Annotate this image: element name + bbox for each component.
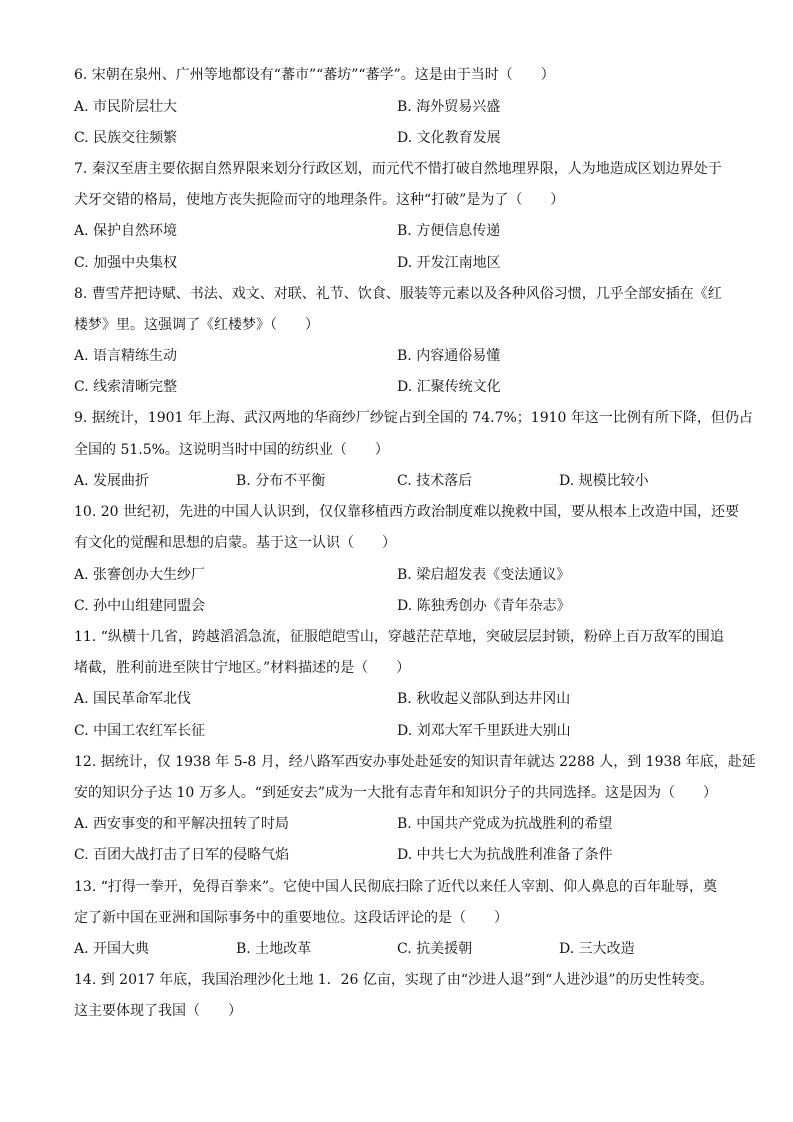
question-6-option-a: A. 市民阶层壮大 [74,99,178,115]
question-12-option-c: C. 百团大战打击了日军的侵略气焰 [74,847,290,863]
question-6-option-b: B. 海外贸易兴盛 [397,99,501,115]
question-13-stem-line-2: 定了新中国在亚洲和国际事务中的重要地位。这段话评论的是（ ） [74,910,508,926]
question-8-option-c: C. 线索清晰完整 [74,379,178,395]
question-12-stem-line-2: 安的知识分子达 10 万多人。“到延安去”成为一大批有志青年和知识分子的共同选择。这是因为（ ） [74,785,718,801]
question-13-option-c: C. 抗美援朝 [397,941,473,957]
question-8-stem-line-1: 8. 曹雪芹把诗赋、书法、戏文、对联、礼节、饮食、服装等元素以及各种风俗习惯，几乎全部安插在《红 [74,286,722,302]
question-13-stem-line-1: 13. “打得一拳开，免得百拳来”。它使中国人民彻底扫除了近代以来任人宰割、仰人鼻息的百年耻辱，奠 [74,879,718,895]
question-7-stem-line-2: 犬牙交错的格局，使地方丧失扼险而守的地理条件。这种“打破”是为了（ ） [74,192,565,208]
question-11-option-b: B. 秋收起义部队到达井冈山 [397,691,571,707]
question-12-option-a: A. 西安事变的和平解决扭转了时局 [74,816,290,832]
question-11-option-a: A. 国民革命军北伐 [74,691,192,707]
question-11-stem-line-2: 堵截，胜利前进至陕甘宁地区。”材料描述的是（ ） [74,660,411,676]
question-9-option-a: A. 发展曲折 [74,473,150,489]
question-9-option-b: B. 分布不平衡 [236,473,326,489]
question-10-option-c: C. 孙中山组建同盟会 [74,598,206,614]
question-10-option-a: A. 张謇创办大生纱厂 [74,567,206,583]
question-7-stem-line-1: 7. 秦汉至唐主要依据自然界限来划分行政区划，而元代不惜打破自然地理界限，人为地造成区划边界处于 [74,161,722,177]
question-10-option-b: B. 梁启超发表《变法通议》 [397,567,571,583]
question-9-stem-line-2: 全国的 51.5%。这说明当时中国的纺织业（ ） [74,442,389,458]
question-6-option-c: C. 民族交往频繁 [74,130,178,146]
question-10-stem-line-2: 有文化的觉醒和思想的启蒙。基于这一认识（ ） [74,535,396,551]
question-6-option-d: D. 文化教育发展 [397,130,501,146]
question-7-option-c: C. 加强中央集权 [74,255,178,271]
question-9-option-c: C. 技术落后 [397,473,473,489]
question-9-stem-line-1: 9. 据统计，1901 年上海、武汉两地的华商纱厂纱锭占到全国的 74.7%；1910 年这一比例有所下降，但仍占 [74,410,753,426]
question-10-stem-line-1: 10. 20 世纪初，先进的中国人认识到，仅仅靠移植西方政治制度难以挽救中国，要从根本上改造中国，还要 [74,504,739,520]
question-13-option-d: D. 三大改造 [559,941,635,957]
question-6-stem: 6. 宋朝在泉州、广州等地都设有“蕃市”“蕃坊”“蕃学”。这是由于当时（ ） [74,67,555,83]
question-8-stem-line-2: 楼梦》里。这强调了《红楼梦》（ ） [74,317,319,333]
question-7-option-b: B. 方便信息传递 [397,223,501,239]
question-14-stem-line-2: 这主要体现了我国（ ） [74,1003,242,1019]
question-12-stem-line-1: 12. 据统计，仅 1938 年 5-8 月，经八路军西安办事处赴延安的知识青年就达 2288 人，到 1938 年底，赴延 [74,754,756,770]
question-11-option-c: C. 中国工农红军长征 [74,723,206,739]
question-9-option-d: D. 规模比较小 [559,473,649,489]
question-8-option-a: A. 语言精练生动 [74,348,178,364]
question-14-stem-line-1: 14. 到 2017 年底，我国治理沙化土地 1．26 亿亩，实现了由“沙进人退”到“人进沙退”的历史性转变。 [74,972,714,988]
question-11-option-d: D. 刘邓大军千里跃进大别山 [397,723,571,739]
question-13-option-b: B. 土地改革 [236,941,312,957]
question-8-option-d: D. 汇聚传统文化 [397,379,501,395]
question-13-option-a: A. 开国大典 [74,941,150,957]
question-12-option-b: B. 中国共产党成为抗战胜利的希望 [397,816,613,832]
question-11-stem-line-1: 11. “纵横十几省，跨越滔滔急流，征服皑皑雪山，穿越茫茫草地，突破层层封锁，粉碎上百万敌军的围追 [74,629,724,645]
question-8-option-b: B. 内容通俗易懂 [397,348,501,364]
question-10-option-d: D. 陈独秀创办《青年杂志》 [397,598,571,614]
question-7-option-d: D. 开发江南地区 [397,255,501,271]
question-12-option-d: D. 中共七大为抗战胜利准备了条件 [397,847,613,863]
question-7-option-a: A. 保护自然环境 [74,223,178,239]
